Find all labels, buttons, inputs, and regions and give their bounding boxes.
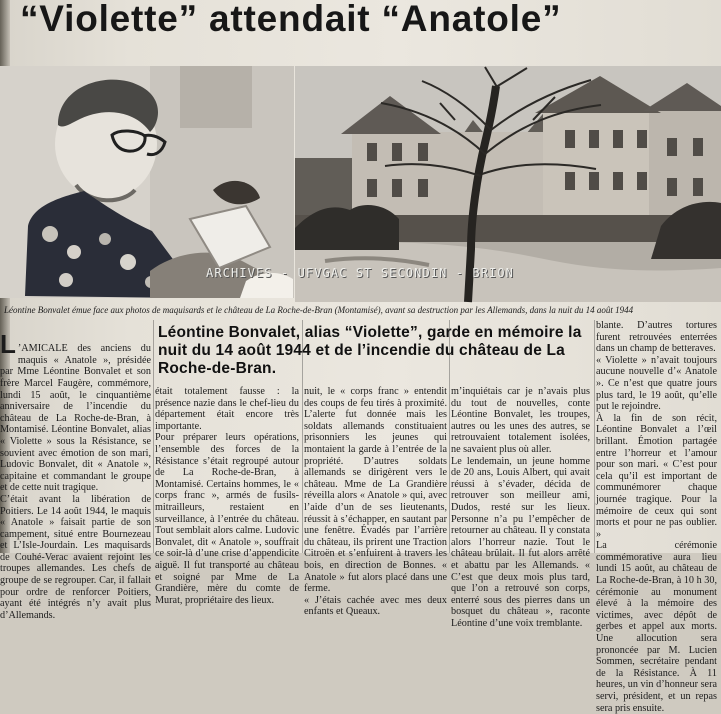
archive-watermark: ARCHIVES - UFVGAC ST SECONDIN - BRION	[206, 266, 515, 280]
drop-cap: L	[0, 328, 16, 359]
portrait-photo	[0, 66, 294, 298]
article-column-4: m’inquiétais car je n’avais plus du tout de nouvelles, conte Léontine Bonvalet, les troupes, autres ou les unes des autres, se retrouvaient totalement isolées, ne savaient plus où aller. Le lendemain, un jeune homme de 20 ans, Louis Albert, qui avait réussi à s’évader, décida de retrouver son meilleur ami, Dudos, resté sur les lieux. Personne n’a pu l’empêcher de retourner au château. Il y constata alors l’horreur nazie. Tout le château brûlait. Il fut alors arrêté et abattu par les Allemands. « C’est que deux mois plus tard, que l’on a retrouvé son corps, enterré sous des pierres dans un bosquet du château », raconte Léontine d’une voix tremblante.	[451, 386, 590, 629]
article-column-5: blante. D’autres tortures furent retrouvées enterrées dans un champ de betteraves. « Violette » n’avait toujours aucune nouvelle d’« Anatole ». Ce n’est que quatre jours plus tard, le 19 août, qu’elle put le rejoindre. À la fin de son récit, Léontine Bonvalet a l’œil brillant. Émotion partagée entre l’horreur et l’amour pour son mari. « C’est pour cela qu’il est important de communémorer chaque journée tragique. Pour la mémoire de ceux qui sont morts et pour ne pas oublier. » La cérémonie commémorative aura lieu lundi 15 août, au château de La Roche-de-Bran, à 10 h 30, cérémonie au monument élevé à la mémoire des victimes, avec dépôt de gerbes et appel aux morts. Une allocution sera prononcée par M. Lucien Sommen, secrétaire pendant de la Résistance. À 11 heures, un vin d’honneur sera servi, président, et un repas sera pris ensuite.	[596, 320, 717, 714]
article-subheadline: Léontine Bonvalet, alias “Violette”, garde en mémoire la nuit du 14 août 1944 et de l’incendie du château de La Roche-de-Bran.	[158, 324, 582, 377]
portrait-photo-image	[0, 66, 294, 298]
headline: “Violette” attendait “Anatole”	[20, 0, 562, 39]
column-divider	[594, 320, 595, 553]
column-divider	[449, 320, 450, 553]
article-column-1-text: ’AMICALE des anciens du maquis « Anatole », présidée par Mme Léontine Bonvalet et son frère Marcel Faugère, commémore, lundi 15 août, le cinquantième anniversaire de l’incendie du château de La Roche-de-Bran, à Montamisé. Léontine Bonvalet, alias « Violette » sous la Résistance, se souvient avec émotion de son mari, Ludovic Bonvalet, dit « Anatole », capitaine et commandant le groupe et de cette nuit tragique. C’était avant la libération de Poitiers. Le 14 août 1944, le maquis « Anatole » faisait partie de son campement, situé entre Bournezeau et L’Isle-Jourdain. Les maquisards de Couhé-Verac avaient rejoint les troupes allemandes. Les chefs de groupe de se regrouper. Car, il fallait pour ordre de renforcer Poitiers, ayant été intégrés n’y avait plus d’Allemands.	[0, 343, 151, 621]
article-column-3: nuit, le « corps franc » entendit des coups de feu tirés à proximité. L’alerte fut donnée mais les soldats allemands constituaient prisonniers les jeunes qui montaient la garde à l’entrée de la propriété. D’autres soldats allemands se dirigèrent vers le château. Mme de La Grandière réveilla alors « Anatole » qui, avec l’aide d’un de ses lieutenants, réussit à s’échapper, en sautant par une fenêtre. Évadés par l’arrière du château, ils prirent une Traction Citroën et s’enfuirent à travers les bois, en direction de Bonnes. « Anatole » fut alors placé dans une ferme. « J’étais cachée avec mes deux enfants et Queaux.	[304, 386, 447, 618]
column-divider	[302, 320, 303, 553]
article-column-2: était totalement fausse : la présence nazie dans le chef-lieu du département était encore très importante. Pour préparer leurs opérations, l’ensemble des forces de la Résistance s’était regroupé autour de La Roche-de-Bran, à Montamisé. Certains hommes, le « corps franc », armés de fusils-mitrailleurs, restaient en surveillance, à l’entrée du château. Tout semblait alors calme. Ludovic Bonvalet, dit « Anatole », souffrait ce soir-là d’une crise d’appendicite aiguë. Il fut transporté au château et soigné par Mme de La Grandière, mère du comte de Murat, propriétaire des lieux.	[155, 386, 299, 606]
photo-caption: Léontine Bonvalet émue face aux photos de maquisards et le château de La Roche-de-Bran (Montamisé), avant sa destruction par les Allemands, dans la nuit du 14 août 1944	[4, 305, 634, 315]
column-divider	[153, 320, 154, 553]
article-column-1	[0, 320, 151, 621]
